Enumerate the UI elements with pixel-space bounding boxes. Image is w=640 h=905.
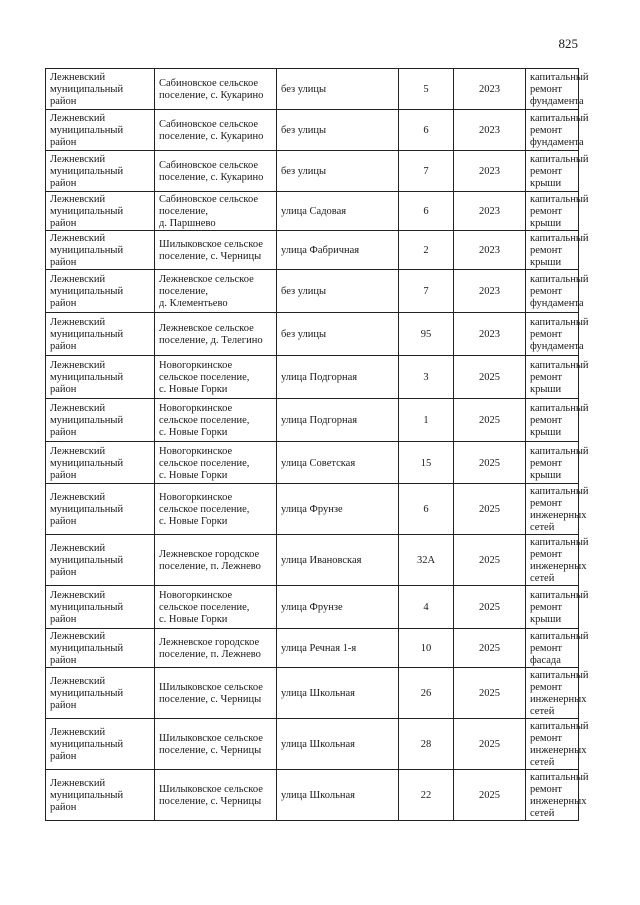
work-type-cell-text: капитальный ремонт крыши [530, 233, 589, 268]
table-row [46, 110, 579, 151]
table-row [46, 270, 579, 313]
street-cell-text: без улицы [281, 125, 327, 136]
house-number-cell-text: 7 [423, 286, 429, 297]
district-cell [46, 629, 155, 668]
settlement-cell-text: Лежневское сельское поселение, д. Телегино [159, 323, 263, 346]
table-row [46, 484, 579, 535]
street-cell [277, 231, 399, 270]
house-number-cell-text: 95 [420, 329, 432, 340]
street-cell [277, 586, 399, 629]
settlement-cell [155, 668, 277, 719]
table-row [46, 151, 579, 192]
district-cell-text: Лежневский муниципальный район [50, 194, 124, 229]
year-cell-text: 2023 [479, 329, 500, 340]
settlement-cell [155, 192, 277, 231]
table-row [46, 313, 579, 356]
work-type-cell [526, 535, 589, 586]
district-cell-text: Лежневский муниципальный район [50, 492, 124, 527]
house-number-cell [399, 110, 454, 151]
district-cell [46, 69, 155, 110]
table-body [46, 69, 589, 821]
house-number-cell-text: 1 [423, 415, 429, 426]
district-cell [46, 484, 155, 535]
district-cell [46, 719, 155, 770]
house-number-cell-text: 22 [420, 790, 432, 801]
work-type-cell [526, 586, 589, 629]
street-cell [277, 668, 399, 719]
district-cell [46, 231, 155, 270]
house-number-cell [399, 629, 454, 668]
street-cell [277, 313, 399, 356]
year-cell [454, 770, 526, 821]
district-cell [46, 770, 155, 821]
district-cell-text: Лежневский муниципальный район [50, 676, 124, 711]
street-cell-text: улица Подгорная [281, 415, 358, 426]
table-row [46, 356, 579, 399]
table-row [46, 586, 579, 629]
work-type-cell [526, 399, 589, 442]
year-cell [454, 270, 526, 313]
year-cell [454, 668, 526, 719]
house-number-cell-text: 15 [420, 457, 432, 469]
year-cell [454, 356, 526, 399]
house-number-cell [399, 586, 454, 629]
settlement-cell-text: Лежневское городское поселение, п. Лежнево [159, 637, 261, 660]
district-cell [46, 151, 155, 192]
settlement-cell [155, 535, 277, 586]
street-cell-text: улица Советская [281, 457, 356, 469]
year-cell [454, 151, 526, 192]
settlement-cell-text: Шилыковское сельское поселение, с. Черницы [159, 733, 263, 756]
house-number-cell-text: 7 [423, 166, 429, 177]
street-cell-text: без улицы [281, 329, 327, 340]
year-cell [454, 110, 526, 151]
settlement-cell-text: Сабиновское сельское поселение, д. Паршнево [159, 194, 259, 229]
street-cell [277, 399, 399, 442]
work-type-cell-text: капитальный ремонт крыши [530, 445, 589, 481]
settlement-cell-text: Шилыковское сельское поселение, с. Черницы [159, 784, 263, 807]
settlement-cell [155, 399, 277, 442]
year-cell [454, 231, 526, 270]
year-cell-text: 2023 [479, 245, 500, 256]
house-number-cell-text: 32А [416, 555, 436, 566]
district-cell [46, 399, 155, 442]
house-number-cell-text: 28 [420, 739, 432, 750]
street-cell [277, 629, 399, 668]
year-cell-text: 2023 [479, 125, 500, 136]
year-cell [454, 484, 526, 535]
house-number-cell [399, 399, 454, 442]
district-cell-text: Лежневский муниципальный район [50, 403, 124, 438]
district-cell-text: Лежневский муниципальный район [50, 445, 124, 481]
district-cell [46, 586, 155, 629]
work-type-cell-text: капитальный ремонт крыши [530, 590, 589, 625]
settlement-cell-text: Новогоркинское сельское поселение, с. Новые Горки [159, 403, 250, 438]
street-cell [277, 442, 399, 484]
settlement-cell [155, 313, 277, 356]
year-cell-text: 2025 [479, 643, 500, 654]
street-cell-text: без улицы [281, 286, 327, 297]
house-number-cell-text: 6 [423, 206, 429, 217]
settlement-cell [155, 442, 277, 484]
year-cell [454, 442, 526, 484]
work-type-cell [526, 69, 589, 110]
work-type-cell-text: капитальный ремонт инженерных сетей [530, 772, 589, 819]
house-number-cell [399, 313, 454, 356]
street-cell [277, 356, 399, 399]
house-number-cell-text: 4 [423, 602, 429, 613]
district-cell [46, 270, 155, 313]
year-cell-text: 2025 [479, 457, 500, 469]
house-number-cell-text: 3 [423, 372, 429, 383]
street-cell-text: улица Фрунзе [281, 602, 343, 613]
house-number-cell [399, 719, 454, 770]
settlement-cell [155, 110, 277, 151]
work-type-cell [526, 719, 589, 770]
settlement-cell-text: Лежневское сельское поселение, д. Клементьево [159, 274, 254, 309]
district-cell-text: Лежневский муниципальный район [50, 154, 124, 189]
table-row [46, 770, 579, 821]
street-cell-text: без улицы [281, 166, 327, 177]
street-cell-text: улица Фабричная [281, 245, 360, 256]
work-type-cell-text: капитальный ремонт фундамента [530, 317, 589, 352]
house-number-cell [399, 770, 454, 821]
year-cell-text: 2025 [479, 790, 500, 801]
settlement-cell-text: Шилыковское сельское поселение, с. Черницы [159, 682, 263, 705]
settlement-cell [155, 770, 277, 821]
street-cell [277, 484, 399, 535]
settlement-cell-text: Лежневское городское поселение, п. Лежнево [159, 549, 261, 572]
year-cell [454, 629, 526, 668]
street-cell [277, 270, 399, 313]
year-cell-text: 2023 [479, 206, 500, 217]
year-cell [454, 69, 526, 110]
district-cell [46, 668, 155, 719]
housing-repair-table [45, 68, 589, 821]
settlement-cell [155, 719, 277, 770]
work-type-cell [526, 192, 589, 231]
house-number-cell-text: 6 [423, 504, 429, 515]
work-type-cell [526, 770, 589, 821]
house-number-cell-text: 10 [420, 643, 432, 654]
year-cell-text: 2025 [479, 415, 500, 426]
table-row [46, 231, 579, 270]
table-row [46, 535, 579, 586]
street-cell-text: улица Школьная [281, 739, 355, 750]
year-cell [454, 535, 526, 586]
work-type-cell-text: капитальный ремонт крыши [530, 360, 589, 395]
work-type-cell [526, 151, 589, 192]
work-type-cell-text: капитальный ремонт инженерных сетей [530, 670, 589, 717]
work-type-cell-text: капитальный ремонт инженерных сетей [530, 486, 589, 533]
work-type-cell-text: капитальный ремонт инженерных сетей [530, 721, 589, 768]
settlement-cell [155, 151, 277, 192]
work-type-cell-text: капитальный ремонт фундамента [530, 113, 589, 148]
year-cell-text: 2023 [479, 84, 500, 95]
year-cell [454, 586, 526, 629]
district-cell [46, 192, 155, 231]
street-cell [277, 110, 399, 151]
settlement-cell-text: Сабиновское сельское поселение, с. Кукарино [159, 119, 264, 142]
street-cell-text: улица Ивановская [281, 555, 362, 566]
work-type-cell-text: капитальный ремонт фундамента [530, 72, 589, 107]
work-type-cell [526, 313, 589, 356]
house-number-cell [399, 484, 454, 535]
district-cell [46, 535, 155, 586]
settlement-cell [155, 484, 277, 535]
settlement-cell [155, 231, 277, 270]
work-type-cell [526, 270, 589, 313]
settlement-cell-text: Новогоркинское сельское поселение, с. Новые Горки [159, 445, 250, 481]
work-type-cell [526, 231, 589, 270]
street-cell-text: улица Школьная [281, 688, 355, 699]
district-cell-text: Лежневский муниципальный район [50, 72, 124, 107]
street-cell-text: без улицы [281, 84, 327, 95]
house-number-cell [399, 231, 454, 270]
street-cell-text: улица Фрунзе [281, 504, 343, 515]
work-type-cell [526, 442, 589, 484]
year-cell-text: 2025 [479, 688, 500, 699]
settlement-cell-text: Новогоркинское сельское поселение, с. Новые Горки [159, 590, 250, 625]
year-cell-text: 2025 [479, 555, 500, 566]
settlement-cell-text: Сабиновское сельское поселение, с. Кукарино [159, 78, 264, 101]
district-cell-text: Лежневский муниципальный район [50, 778, 124, 813]
work-type-cell-text: капитальный ремонт крыши [530, 154, 589, 189]
district-cell-text: Лежневский муниципальный район [50, 317, 124, 352]
district-cell-text: Лежневский муниципальный район [50, 274, 124, 309]
year-cell-text: 2025 [479, 504, 500, 515]
district-cell-text: Лежневский муниципальный район [50, 113, 124, 148]
work-type-cell-text: капитальный ремонт крыши [530, 194, 589, 229]
house-number-cell-text: 5 [423, 84, 429, 95]
table-row [46, 629, 579, 668]
year-cell-text: 2025 [479, 602, 500, 613]
page-number: 825 [558, 36, 578, 51]
street-cell-text: улица Речная 1-я [281, 643, 357, 654]
house-number-cell [399, 442, 454, 484]
work-type-cell-text: капитальный ремонт крыши [530, 403, 589, 438]
district-cell-text: Лежневский муниципальный район [50, 590, 124, 625]
street-cell-text: улица Садовая [281, 206, 347, 217]
year-cell-text: 2025 [479, 372, 500, 383]
house-number-cell-text: 6 [423, 125, 429, 136]
street-cell-text: улица Подгорная [281, 372, 358, 383]
year-cell-text: 2023 [479, 166, 500, 177]
district-cell [46, 313, 155, 356]
work-type-cell-text: капитальный ремонт фасада [530, 631, 589, 666]
house-number-cell [399, 356, 454, 399]
house-number-cell [399, 69, 454, 110]
table-row [46, 668, 579, 719]
table-row [46, 399, 579, 442]
table-row [46, 192, 579, 231]
house-number-cell [399, 192, 454, 231]
house-number-cell-text: 2 [423, 245, 429, 256]
work-type-cell [526, 484, 589, 535]
street-cell-text: улица Школьная [281, 790, 355, 801]
house-number-cell [399, 270, 454, 313]
street-cell [277, 69, 399, 110]
work-type-cell [526, 110, 589, 151]
year-cell [454, 399, 526, 442]
settlement-cell [155, 629, 277, 668]
settlement-cell [155, 356, 277, 399]
district-cell-text: Лежневский муниципальный район [50, 727, 124, 762]
house-number-cell [399, 151, 454, 192]
street-cell [277, 535, 399, 586]
house-number-cell-text: 26 [420, 688, 432, 699]
settlement-cell [155, 586, 277, 629]
district-cell-text: Лежневский муниципальный район [50, 543, 124, 578]
year-cell-text: 2023 [479, 286, 500, 297]
street-cell [277, 770, 399, 821]
table-row [46, 69, 579, 110]
work-type-cell [526, 629, 589, 668]
table-row [46, 719, 579, 770]
work-type-cell [526, 668, 589, 719]
settlement-cell-text: Новогоркинское сельское поселение, с. Новые Горки [159, 492, 250, 527]
settlement-cell [155, 69, 277, 110]
house-number-cell [399, 535, 454, 586]
house-number-cell [399, 668, 454, 719]
work-type-cell [526, 356, 589, 399]
table-row [46, 442, 579, 484]
district-cell [46, 110, 155, 151]
work-type-cell-text: капитальный ремонт инженерных сетей [530, 537, 589, 584]
settlement-cell-text: Новогоркинское сельское поселение, с. Новые Горки [159, 360, 250, 395]
district-cell-text: Лежневский муниципальный район [50, 233, 124, 268]
settlement-cell-text: Сабиновское сельское поселение, с. Кукарино [159, 160, 264, 183]
street-cell [277, 192, 399, 231]
district-cell [46, 356, 155, 399]
settlement-cell-text: Шилыковское сельское поселение, с. Черницы [159, 239, 263, 262]
district-cell [46, 442, 155, 484]
street-cell [277, 719, 399, 770]
work-type-cell-text: капитальный ремонт фундамента [530, 274, 589, 309]
district-cell-text: Лежневский муниципальный район [50, 360, 124, 395]
settlement-cell [155, 270, 277, 313]
street-cell [277, 151, 399, 192]
year-cell-text: 2025 [479, 739, 500, 750]
year-cell [454, 192, 526, 231]
year-cell [454, 719, 526, 770]
year-cell [454, 313, 526, 356]
district-cell-text: Лежневский муниципальный район [50, 631, 124, 666]
